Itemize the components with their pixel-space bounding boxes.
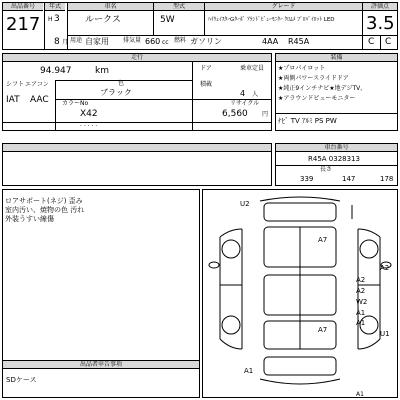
note-line-2: 室内汚い、焼物の色 汚れ	[5, 206, 85, 214]
recycle-label: リサイクル	[230, 100, 260, 107]
capacity-value: 4	[240, 89, 246, 98]
spec-block	[2, 53, 272, 131]
length-value: 339	[300, 175, 314, 183]
seller-notes-label: 出品者申告事項	[3, 361, 199, 369]
damage-mark-a1-3: A1	[244, 367, 254, 375]
lot-number: 217	[6, 14, 41, 35]
color-code: X42	[80, 109, 98, 119]
chassis-header: 車台番号	[276, 144, 397, 152]
damage-mark-a1-2: A1	[356, 319, 366, 327]
recycle-unit: 円	[262, 111, 269, 118]
recycle-value: 6,560	[222, 109, 248, 119]
equipment-item-1: ★プロパイロット	[278, 65, 326, 72]
equipment-label: 装備	[276, 54, 397, 62]
mileage-header: 走行	[3, 54, 271, 62]
note-strip: · · · · ·	[80, 123, 98, 130]
year-value: 3	[54, 14, 60, 24]
equipment-item-4: ★アラウンドビューモニター	[278, 95, 356, 102]
damage-mark-a1-4: A1	[356, 391, 364, 398]
fuel-value: ガソリン	[190, 37, 222, 46]
condition-label	[3, 144, 271, 152]
shift-label: シフト	[6, 81, 25, 88]
width-value: 147	[342, 175, 356, 183]
capacity-unit: 人	[252, 91, 259, 98]
seller-notes: SDケース	[6, 376, 37, 384]
damage-mark-a7-rear: A7	[318, 326, 328, 334]
damage-mark-a2-1: A2	[380, 264, 390, 272]
month-label: 月	[62, 39, 69, 46]
cc-unit: cc	[162, 39, 169, 46]
year-prefix: H	[48, 16, 53, 23]
score-label: 評価点	[363, 3, 397, 11]
mileage-unit: km	[95, 66, 109, 76]
load-label: 積載	[200, 81, 213, 88]
color-code-label: カラーNo	[62, 100, 89, 107]
damage-mark-a7-front: A7	[318, 236, 328, 244]
car-name: ルークス	[85, 15, 121, 25]
chassis-number: R45A 0328313	[308, 155, 360, 163]
equipment-codes: ﾅﾋﾞ TV ｱﾙﾐ PS PW	[278, 117, 337, 125]
year-label: 年式	[45, 3, 65, 11]
drive-value: 4AA	[262, 37, 279, 46]
shift-value: IAT	[6, 95, 20, 105]
damage-mark-u2: U2	[240, 200, 250, 208]
note-line-1: ロアサポート(ネジ) 歪み	[5, 197, 83, 205]
height-value: 178	[380, 175, 394, 183]
doors-label: ドア	[200, 65, 212, 72]
model-code: R45A	[288, 37, 310, 46]
color-label: 色	[118, 80, 125, 87]
dims-label: 長さ	[320, 166, 333, 173]
ac-label: エアコン	[25, 81, 49, 88]
damage-mark-a2-2: A2	[356, 276, 366, 284]
type-label: 型式	[154, 3, 204, 11]
month-value: 8	[54, 37, 60, 47]
damage-mark-w2: W2	[356, 298, 368, 306]
lot-label: 出品番号	[3, 3, 43, 11]
cc-value: 660	[145, 37, 161, 46]
car-diagram	[202, 189, 398, 398]
color-value: ブラック	[100, 88, 132, 97]
fuel-label: 燃料	[174, 37, 187, 44]
use-label: 用途	[70, 37, 83, 44]
grade-text: ﾊｲｳｪｲｽﾀｰGﾀｰﾎﾞ ｱﾗﾝﾄﾞﾋﾞｭｰﾓﾆﾀｰ ｸﾛﾑﾒ ﾌﾟﾛﾊﾟｲﾛｯﾄ LED	[208, 17, 335, 23]
damage-mark-a2-3: A2	[356, 287, 366, 295]
car-name-label: 車名	[68, 3, 153, 11]
exterior-grade: C	[385, 37, 392, 47]
score-value: 3.5	[366, 13, 395, 34]
cc-label: 排気量	[123, 37, 142, 44]
note-line-3: 外装うすい線傷	[5, 215, 54, 223]
damage-mark-a1-1: A1	[356, 309, 366, 317]
mileage-value: 94.947	[40, 66, 72, 76]
damage-mark-u1: U1	[380, 330, 390, 338]
equipment-item-3: ★純正9インチナビ★地デジTV、	[278, 85, 367, 92]
grade-label: グレード	[205, 3, 362, 11]
grade-code: 5W	[160, 15, 175, 25]
interior-grade: C	[368, 37, 375, 47]
use-value: 自家用	[85, 37, 109, 46]
capacity-label: 乗車定員	[240, 65, 265, 72]
ac-value: AAC	[30, 95, 49, 105]
equipment-item-2: ★両側パワースライドドア	[278, 75, 349, 82]
